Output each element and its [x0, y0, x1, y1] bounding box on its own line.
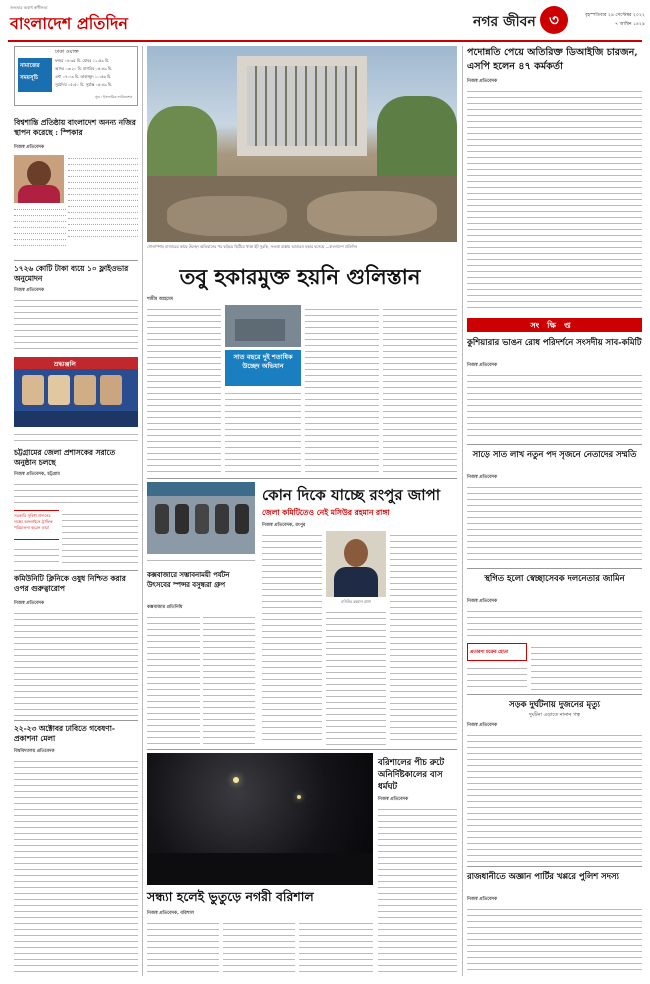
- gulistan-byline: শামীম আহমেদ: [147, 297, 174, 302]
- logo: বাংলাদেশ প্রতিদিন: [10, 14, 128, 33]
- brief5-headline: রাজধানীতে অজ্ঞান পার্টির খপ্পরে পুলিশ সদস্য: [467, 871, 619, 881]
- bashundhara-byline: কক্সবাজার প্রতিনিধি: [147, 605, 183, 610]
- speaker-byline: নিজস্ব প্রতিবেদক: [14, 145, 45, 150]
- barishal-night-body-3: [299, 919, 373, 974]
- brief3-tag-text: প্রতারণা চক্রের হোতা: [470, 650, 509, 655]
- barishal-night-body: [147, 919, 219, 974]
- ad-caption: [14, 430, 138, 442]
- brief1-byline: নিজস্ব প্রতিবেদক: [467, 363, 498, 368]
- prayer-row: আসর ০৩:২০ মি. মাগরিব ০৫:৪৯ মি.: [55, 66, 113, 71]
- prayer-note: সূত্র : ইসলামিক ফাউন্ডেশন: [95, 95, 133, 99]
- promotion-body: [467, 87, 642, 312]
- rangpur-byline: নিজস্ব প্রতিবেদক, রংপুর: [262, 523, 306, 528]
- rangpur-subtitle: জেলা কমিটিতেও নেই মসিউর রহমান রাঙ্গা: [262, 508, 390, 517]
- rangpur-portrait: [326, 531, 386, 597]
- gulistan-body-col3: [305, 305, 379, 475]
- brief4-subtitle: দুর্ঘটনা এড়াতে নানান গত্ব: [529, 712, 580, 718]
- bus-strike-byline: নিজস্ব প্রতিবেদক: [378, 797, 409, 802]
- gulistan-body-col4: [383, 305, 457, 475]
- divider: [14, 260, 138, 261]
- divider: [14, 720, 138, 721]
- research-body: [14, 757, 138, 972]
- ctg-body-2: [62, 510, 138, 566]
- clinic-byline: নিজস্ব প্রতিবেদক: [14, 601, 45, 606]
- gulistan-photo: [147, 46, 457, 242]
- page-number: ৩: [549, 11, 559, 29]
- bus-strike-body: [378, 805, 457, 974]
- gulistan-pull-quote-box: [225, 350, 301, 386]
- rangpur-body: [262, 531, 322, 745]
- column-divider: [142, 46, 143, 976]
- brief3-byline: নিজস্ব প্রতিবেদক: [467, 599, 498, 604]
- budget-headline: ১৭২৬ কোটি টাকা ব্যয়ে ১০ ফ্লাইওভার অনুমোদন: [14, 264, 129, 283]
- bus-strike-headline: বরিশালের পীচ রুটে অনির্দিষ্টকালের বাস ধর্মঘট: [378, 757, 445, 791]
- briefs-header: [467, 318, 642, 332]
- brief5-byline: নিজস্ব প্রতিবেদক: [467, 897, 498, 902]
- brief5-body: [467, 905, 642, 974]
- brief2-byline: নিজস্ব প্রতিবেদক: [467, 475, 498, 480]
- date-line: বৃহস্পতিবার ২৯ সেপ্টেম্বর ২০২২: [585, 13, 645, 18]
- logo-tagline: জনতার অবাধ স্বাধীনতা: [10, 5, 48, 10]
- speaker-body: [68, 155, 138, 245]
- brief3-body-3: [467, 664, 527, 690]
- clinic-headline: কমিউনিটি ক্লিনিকে ওষুধ নিশ্চিত করার ওপর গুরুত্বারোপ: [14, 574, 126, 593]
- date-line-hijri: ৭ আশ্বিন ১৪২৯: [615, 22, 645, 27]
- ctg-body: [14, 480, 138, 508]
- gulistan-pull-quote: সাত বছরে দুই শতাধিক উচ্ছেদ অভিযান: [233, 353, 293, 370]
- gulistan-photo-caption: গোলাপশাহ মাজারের কাছে উচ্ছেদ অভিযানের পর ছড়িয়ে ছিটিয়ে থাকা ইট সুরকি, সংলগ্ন রাস্তায় আবারও হকার বসেছে —বাংলাদেশ প্রতিদিন: [147, 244, 357, 249]
- rangpur-portrait-caption: মসিউর রহমান রাঙ্গা: [341, 599, 371, 604]
- brief4-byline: নিজস্ব প্রতিবেদক: [467, 723, 498, 728]
- bashundhara-body-2: [203, 613, 255, 745]
- gulistan-headline: তবু হকারমুক্ত হয়নি গুলিস্তান: [179, 264, 421, 289]
- research-byline: বিশ্ববিদ্যালয় প্রতিবেদক: [14, 749, 55, 754]
- ctg-body-3: [14, 545, 59, 566]
- section-title: নগর জীবন: [473, 14, 536, 30]
- brief3-body-2: [531, 643, 642, 690]
- page-number-badge: [540, 6, 568, 34]
- rangpur-body-3: [390, 531, 457, 745]
- barishal-night-photo: [147, 753, 373, 885]
- ad-banner: [14, 357, 138, 427]
- brief2-headline: সাড়ে সাত লাখ নতুন পদ সৃজনে নেতাদের সম্মতি: [472, 449, 637, 459]
- budget-body: [14, 296, 138, 354]
- brief3-headline: স্থগিত হলো স্বেচ্ছাসেবক দলনেতার জামিন: [484, 573, 625, 583]
- brief4-body: [467, 731, 642, 863]
- briefs-label: সংক্ষিপ্ত: [530, 321, 579, 330]
- bashundhara-headline: কক্সবাজারে সম্ভাবনাময়ী পর্যটন উৎসবের স্পন্সর বসুন্ধরা গ্রুপ: [147, 571, 230, 589]
- brief3-body: [467, 607, 642, 641]
- bashundhara-caption: [147, 556, 255, 566]
- promotion-byline: নিজস্ব প্রতিবেদক: [467, 79, 498, 84]
- gulistan-body-col1: [147, 305, 221, 475]
- ctg-quote-text: সরকারি সুবিধা প্রদানের লক্ষ্যে অনলাইনে ট্রাফিক পরিচালনা করেন তারা: [14, 513, 53, 530]
- prayer-label-2: সময়সূচি: [20, 75, 39, 81]
- ad-title: শ্রদ্ধাঞ্জলি: [54, 361, 76, 368]
- speaker-body-lower: [14, 206, 66, 256]
- prayer-row: ফজর ০৪:৩৫ মি. যোহর ১১:৫৯ মি.: [55, 58, 110, 63]
- bashundhara-photo: [147, 482, 255, 554]
- column-divider: [462, 46, 463, 976]
- prayer-row: সূর্যোদয় ০৫:৫০ মি. সূর্যাস্ত ০৫:৪৯ মি.: [55, 82, 113, 87]
- brief3-tag: [467, 643, 527, 661]
- brief1-body: [467, 371, 642, 441]
- divider: [147, 478, 457, 479]
- speaker-portrait: [14, 155, 64, 203]
- barishal-night-headline: সন্ধ্যা হলেই ভুতুড়ে নগরী বরিশাল: [147, 889, 314, 904]
- clinic-body: [14, 609, 138, 717]
- ctg-headline: চট্টগ্রামের জেলা প্রশাসকের সরাতে অনুষ্ঠান চলছে: [14, 448, 116, 467]
- gulistan-body-col2: [225, 389, 301, 475]
- masthead-divider: [8, 40, 642, 42]
- speaker-headline: বিশ্বশান্তি প্রতিষ্ঠায় বাংলাদেশ অনন্য নজির স্থাপন করেছে : স্পিকার: [14, 118, 136, 137]
- prayer-label: নামাজের: [20, 63, 40, 69]
- divider: [467, 694, 642, 695]
- ctg-pull-quote: [14, 510, 59, 540]
- research-headline: ২২-২৩ অক্টোবর ঢাবিতে গবেষণা-প্রকাশনা মেলা: [14, 724, 115, 743]
- ctg-byline: নিজস্ব প্রতিবেদক, চট্টগ্রাম: [14, 472, 60, 477]
- prayer-times-box: [14, 46, 138, 106]
- barishal-night-body-2: [223, 919, 295, 974]
- barishal-night-byline: নিজস্ব প্রতিবেদক, বরিশাল: [147, 911, 195, 916]
- masthead: [0, 0, 650, 40]
- divider: [147, 749, 457, 750]
- rangpur-body-2: [326, 608, 386, 745]
- bashundhara-body: [147, 613, 200, 745]
- divider: [14, 570, 138, 571]
- brief1-headline: কুশিয়ারার ভাঙন রোধ পরিদর্শনে সংসদীয় সাব-কমিটি: [467, 337, 642, 347]
- divider: [467, 866, 642, 867]
- divider: [467, 568, 642, 569]
- rangpur-headline: কোন দিকে যাচ্ছে রংপুর জাপা: [262, 486, 441, 504]
- prayer-box-title: ঢাকা ওয়াক্ত: [55, 49, 79, 55]
- divider: [467, 444, 642, 445]
- gulistan-inset-photo: [225, 305, 301, 347]
- promotion-headline: পদোন্নতি পেয়ে অতিরিক্ত ডিআইজি চারজন, এসপি হলেন ৪৭ কর্মকর্তা: [467, 47, 638, 72]
- brief2-body: [467, 483, 642, 565]
- budget-byline: নিজস্ব প্রতিবেদক: [14, 288, 45, 293]
- brief4-headline: সড়ক দুর্ঘটনায় দুজনের মৃত্যু: [509, 699, 600, 709]
- prayer-row: এশা ০৭:০৩ মি. তাহাজ্জুদ ১০:৫৬ মি.: [55, 74, 112, 79]
